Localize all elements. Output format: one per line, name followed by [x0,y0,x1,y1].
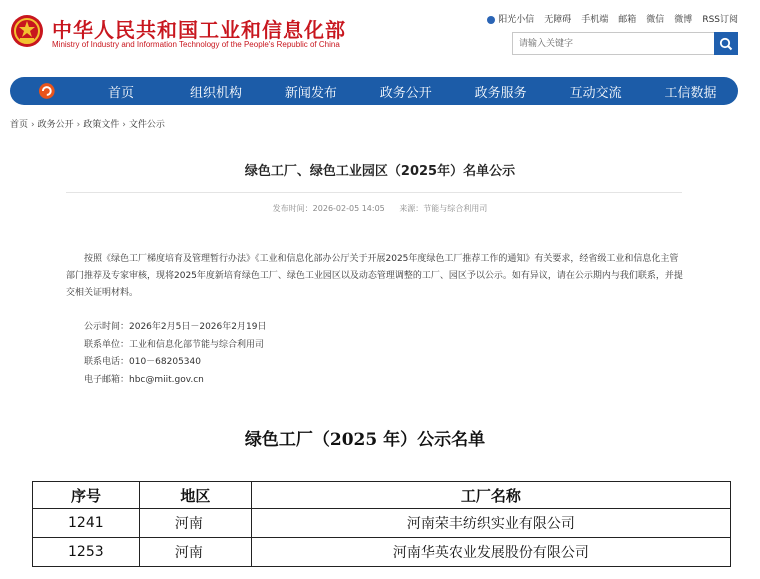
table-header-row [33,482,731,509]
article-body: 按照《绿色工厂梯度培育及管理暂行办法》《工业和信息化部办公厅关于开展2025年度绿色工厂推荐工作的通知》有关要求，经省级工业和信息化主管部门推荐及专家审核，现将2025年度新培育绿色工厂、绿色工业园区以及动态管理调整的工厂、园区予以公示。如有异议，请在公示期内与我们联系，并提交相关证明材料。 [66,254,683,298]
publish-time: 发布时间：2026-02-05 14:05 [272,204,385,213]
cell-serial-no: 1253 [33,538,140,567]
breadcrumb-policy-docs[interactable]: 政策文件 [83,120,120,130]
article-title: 绿色工厂、绿色工业园区（2025年）名单公示 [244,164,516,179]
search-icon [719,37,733,51]
article-meta [0,203,760,214]
cell-serial-no: 1241 [33,509,140,538]
top-link-accessibility[interactable]: 无障碍 [544,15,572,25]
site-header [0,0,760,70]
top-link-rss[interactable]: RSS订阅 [702,15,738,25]
breadcrumb-separator: › [76,120,81,130]
breadcrumb [10,117,165,130]
cell-region: 河南 [139,509,251,538]
search-box [512,32,738,55]
breadcrumb-gov-affairs[interactable]: 政务公开 [37,120,74,130]
breadcrumb-home[interactable]: 首页 [10,120,29,130]
header-factory-name: 工厂名称 [251,482,730,509]
list-title: 绿色工厂（2025 年）公示名单 [244,430,486,450]
nav-item-government-affairs[interactable]: 政务公开 [379,85,432,101]
top-link-sunshine[interactable]: 阳光小信 [487,12,534,25]
table-row [33,538,731,567]
search-button[interactable] [714,32,738,55]
breadcrumb-separator: › [122,120,126,130]
top-link-mobile[interactable]: 手机端 [581,15,609,25]
cell-factory-name: 河南荣丰纺织实业有限公司 [251,509,730,538]
site-title[interactable]: 中华人民共和国工业和信息化部 [52,18,346,42]
article-source: 来源：节能与综合利用司 [399,204,488,213]
top-links [487,12,738,25]
contact-phone: 联系电话：010－68205340 [84,357,201,367]
top-link-mail[interactable]: 邮箱 [618,15,637,25]
top-link-wechat[interactable]: 微信 [646,15,665,25]
nav-item-news[interactable]: 新闻发布 [284,85,337,101]
nav-item-data[interactable]: 工信数据 [664,85,717,101]
nav-item-organization[interactable]: 组织机构 [189,85,242,101]
top-link-weibo[interactable]: 微博 [674,15,693,25]
contact-unit: 联系单位：工业和信息化部节能与综合利用司 [84,339,265,350]
site-subtitle: Ministry of Industry and Information Technology of the People's Republic of China [52,40,340,49]
header-serial-no: 序号 [33,482,140,509]
main-nav [10,77,738,105]
sunshine-icon [487,16,495,24]
table-row [33,509,731,538]
nav-item-services[interactable]: 政务服务 [474,85,527,101]
factory-list-table [32,481,731,567]
header-region: 地区 [139,482,251,509]
cell-region: 河南 [139,538,251,567]
contact-email: 电子邮箱：hbc@miit.gov.cn [84,374,204,385]
nav-item-home[interactable]: 首页 [108,85,135,101]
home-logo-icon[interactable] [38,82,56,100]
cell-factory-name: 河南华英农业发展股份有限公司 [251,538,730,567]
notice-period: 公示时间：2026年2月5日－2026年2月19日 [84,322,267,332]
title-divider [66,192,682,193]
breadcrumb-notice[interactable]: 文件公示 [128,120,165,130]
search-input[interactable] [513,33,715,54]
nav-item-interaction[interactable]: 互动交流 [569,85,622,101]
national-emblem-icon[interactable] [10,14,44,48]
breadcrumb-separator: › [31,120,35,130]
contact-info [84,319,266,389]
